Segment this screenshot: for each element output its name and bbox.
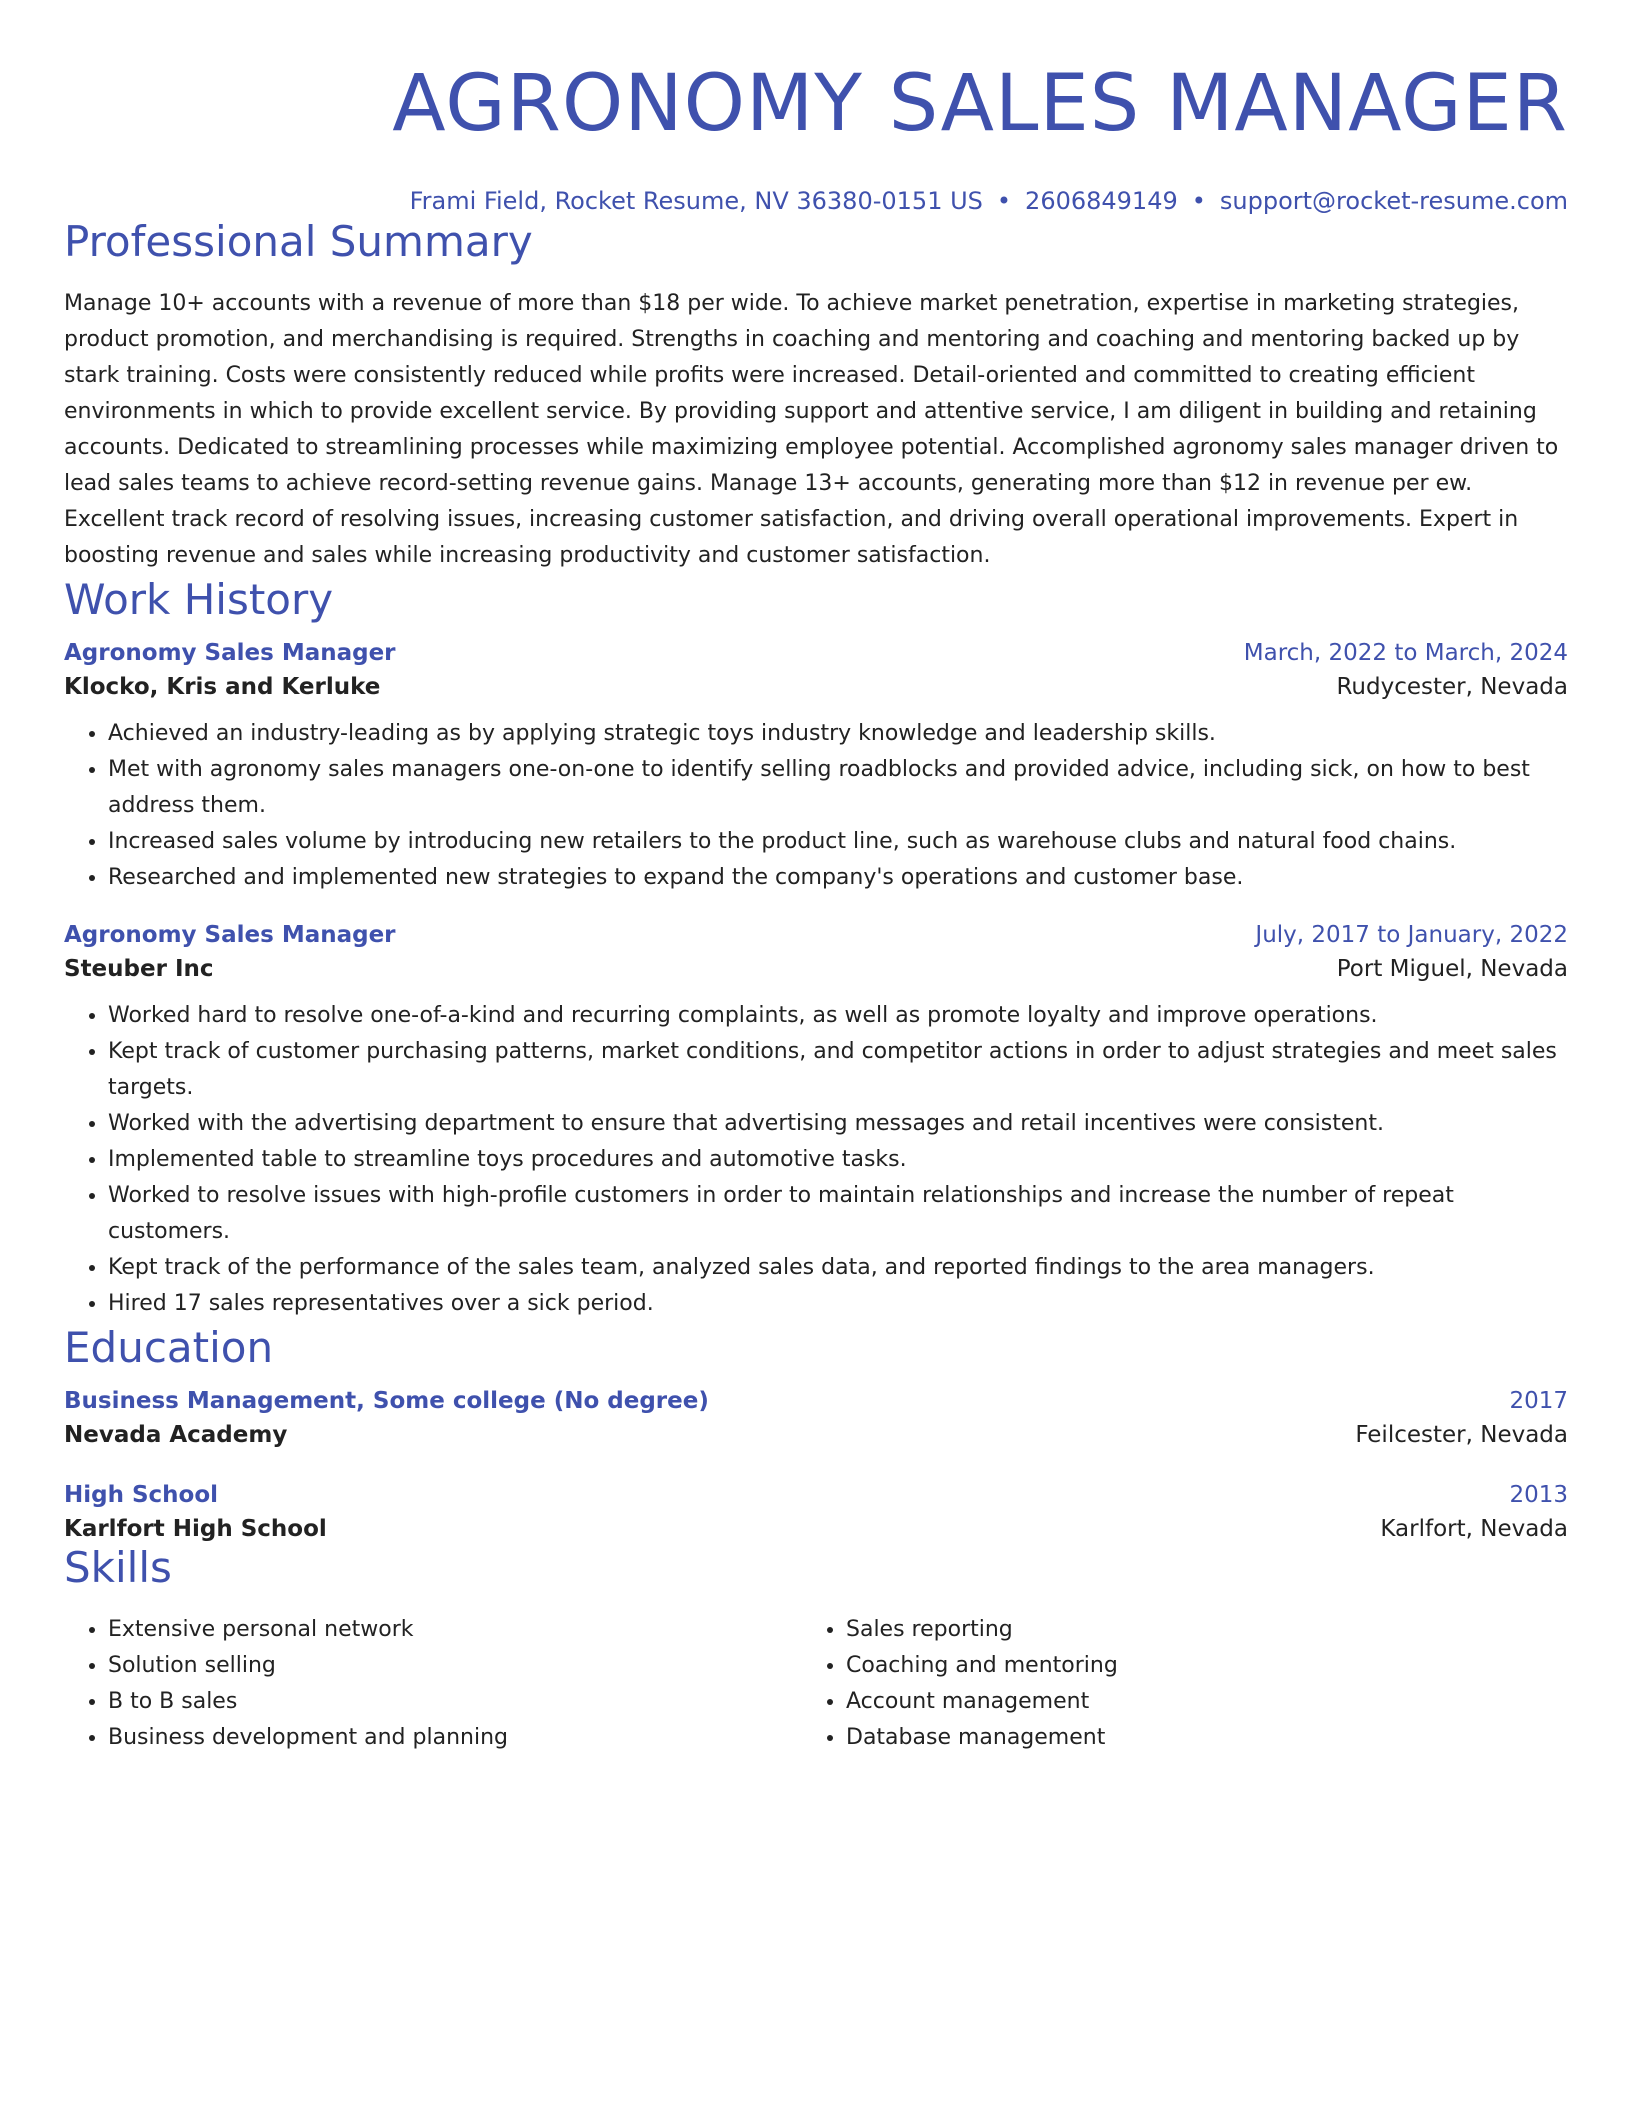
skill-item: • Sales reporting [846, 1612, 1540, 1648]
job-dates: March, 2022 to March, 2024 [1243, 640, 1568, 666]
skills-list [64, 1612, 1568, 1756]
education-school: Nevada Academy [64, 1422, 288, 1448]
contact-separator: • [996, 187, 1012, 215]
resume-title: AGRONOMY SALES MANAGER [392, 59, 1568, 149]
job-bullet: • Kept track of customer purchasing patterns, market conditions, and competitor actions in order to adjust strategies and meet sales targets. [108, 1034, 1568, 1106]
skills-column-left [64, 1612, 802, 1756]
skill-item: • Solution selling [108, 1648, 802, 1684]
job-bullet: • Worked with the advertising department to ensure that advertising messages and retail incentives were consistent. [108, 1106, 1568, 1142]
job-bullet: • Kept track of the performance of the sales team, analyzed sales data, and reported findings to the area managers. [108, 1250, 1568, 1286]
job-bullets [64, 998, 1568, 1322]
job-bullet: • Researched and implemented new strategies to expand the company's operations and customer base. [108, 860, 1568, 896]
job-location: Rudycester, Nevada [1336, 674, 1568, 700]
job-title: Agronomy Sales Manager [64, 922, 396, 948]
education-entry [64, 1388, 1568, 1448]
job-bullet: • Implemented table to streamline toys procedures and automotive tasks. [108, 1142, 1568, 1178]
job-bullet: • Worked to resolve issues with high-profile customers in order to maintain relationships and increase the number of repeat customers. [108, 1178, 1568, 1250]
job-bullet: • Achieved an industry-leading as by applying strategic toys industry knowledge and leadership skills. [108, 716, 1568, 752]
job-dates: July, 2017 to January, 2022 [1255, 922, 1568, 948]
job-bullet: • Met with agronomy sales managers one-on-one to identify selling roadblocks and provided advice, including sick, on how to best address them. [108, 752, 1568, 824]
education-heading: Education [64, 1323, 274, 1372]
education-location: Feilcester, Nevada [1355, 1422, 1568, 1448]
skills-heading: Skills [64, 1543, 172, 1592]
job-entry [64, 922, 1568, 1322]
contact-line [64, 186, 1568, 216]
summary-heading: Professional Summary [64, 217, 533, 266]
summary-text: Manage 10+ accounts with a revenue of more than $18 per wide. To achieve market penetration, expertise in marketing strategies, product promotion, and merchandising is required. Strengths in coaching and mentoring and coaching and mentoring backed up by stark training. Costs were consistently reduced while profits were increased. Detail-oriented and committed to creating efficient environments in which to provide excellent service. By providing support and attentive service, I am diligent in building and retaining accounts. Dedicated to streamlining processes while maximizing employee potential. Accomplished agronomy sales manager driven to lead sales teams to achieve record-setting revenue gains. Manage 13+ accounts, generating more than $12 in revenue per ew. Excellent track record of resolving issues, increasing customer satisfaction, and driving overall operational improvements. Expert in boosting revenue and sales while increasing productivity and customer satisfaction. [64, 291, 1559, 568]
skills-column-right [802, 1612, 1540, 1756]
education-year: 2013 [1509, 1482, 1568, 1508]
skill-item: • Database management [846, 1720, 1540, 1756]
skill-item: • Business development and planning [108, 1720, 802, 1756]
skill-item: • Coaching and mentoring [846, 1648, 1540, 1684]
skill-item: • Extensive personal network [108, 1612, 802, 1648]
contact-email[interactable]: support@rocket-resume.com [1219, 187, 1568, 215]
education-degree: Business Management, Some college (No degree) [64, 1388, 709, 1414]
skill-item: • B to B sales [108, 1684, 802, 1720]
education-school: Karlfort High School [64, 1516, 327, 1542]
education-year: 2017 [1509, 1388, 1568, 1414]
skill-item: • Account management [846, 1684, 1540, 1720]
education-entry [64, 1482, 1568, 1542]
contact-address: Frami Field, Rocket Resume, NV 36380-0151 US [409, 187, 983, 215]
job-employer: Klocko, Kris and Kerluke [64, 674, 381, 700]
job-entry [64, 640, 1568, 896]
job-bullets [64, 716, 1568, 896]
contact-separator: • [1191, 187, 1206, 215]
contact-phone: 2606849149 [1025, 187, 1178, 215]
education-location: Karlfort, Nevada [1380, 1516, 1568, 1542]
job-employer: Steuber Inc [64, 956, 214, 982]
education-degree: High School [64, 1482, 219, 1508]
job-bullet: • Increased sales volume by introducing new retailers to the product line, such as warehouse clubs and natural food chains. [108, 824, 1568, 860]
job-bullet: • Hired 17 sales representatives over a sick period. [108, 1286, 1568, 1322]
job-bullet: • Worked hard to resolve one-of-a-kind and recurring complaints, as well as promote loyalty and improve operations. [108, 998, 1568, 1034]
job-location: Port Miguel, Nevada [1336, 956, 1568, 982]
work-history-heading: Work History [64, 575, 334, 624]
job-title: Agronomy Sales Manager [64, 640, 396, 666]
